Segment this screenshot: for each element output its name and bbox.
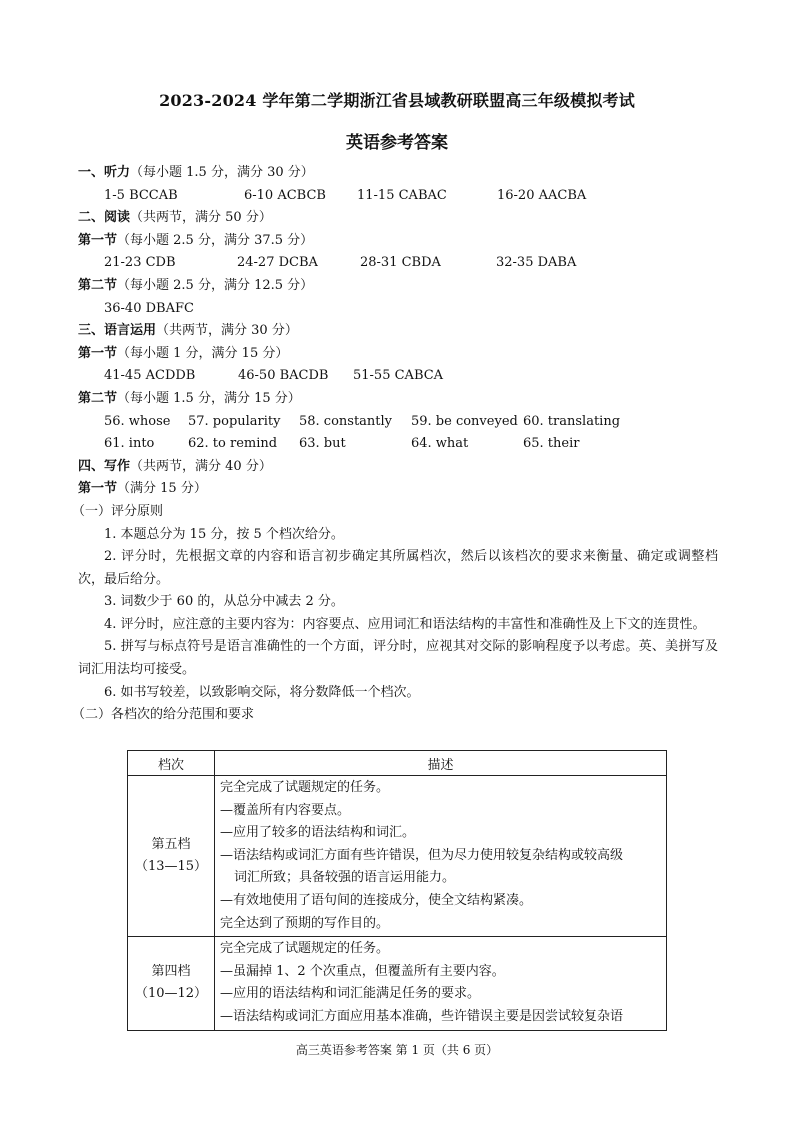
reading-part1-answers: 21-23 CDB 24-27 DCBA 28-31 CBDA 32-35 DABA xyxy=(104,255,577,271)
description-line: —应用了较多的语法结构和词汇。 xyxy=(220,825,416,841)
language-part2-row2: 61. into 62. to remind 63. but 64. what 65. their xyxy=(104,436,580,452)
table-header-description: 描述 xyxy=(215,751,667,776)
principle-6: 6. 如书写较差，以致影响交际，将分数降低一个档次。 xyxy=(104,684,420,700)
reading-part1-heading: 第一节（每小题 2.5 分，满分 37.5 分） xyxy=(78,232,314,248)
section-writing-heading: 四、写作（共两节，满分 40 分） xyxy=(78,458,272,474)
language-part2-heading: 第二节（每小题 1.5 分，满分 15 分） xyxy=(78,390,301,406)
language-part1-answers: 41-45 ACDDB 46-50 BACDB 51-55 CABCA xyxy=(104,368,444,384)
table-row xyxy=(128,937,667,1030)
level-range: （13—15） xyxy=(134,859,208,875)
table-header-row xyxy=(128,751,667,776)
answer-content xyxy=(72,162,718,727)
principle-4: 4. 评分时，应注意的主要内容为：内容要点、应用词汇和语法结构的丰富性和准确性及上下文的连贯性。 xyxy=(104,616,706,632)
description-line: 词汇所致；具备较强的语言运用能力。 xyxy=(234,870,456,886)
description-line: 完全达到了预期的写作目的。 xyxy=(220,915,390,931)
description-line: —语法结构或词汇方面有些许错误，但为尽力使用较复杂结构或较高级 xyxy=(220,847,624,863)
grading-table xyxy=(127,750,667,1031)
description-cell xyxy=(215,937,667,1030)
reading-part2-heading: 第二节（每小题 2.5 分，满分 12.5 分） xyxy=(78,277,314,293)
table-row xyxy=(128,776,667,937)
description-line: —虽漏掉 1、2 个次重点，但覆盖所有主要内容。 xyxy=(220,963,505,979)
document-subtitle: 英语参考答案 xyxy=(346,133,448,153)
level-name: 第五档 xyxy=(151,837,191,853)
section-language-heading: 三、语言运用（共两节，满分 30 分） xyxy=(78,323,298,339)
description-line: —覆盖所有内容要点。 xyxy=(220,802,351,818)
document-title: 2023-2024 学年第二学期浙江省县域教研联盟高三年级模拟考试 xyxy=(159,91,635,110)
reading-part2-answers: 36-40 DBAFC xyxy=(104,300,194,316)
principle-5: 5. 拼写与标点符号是语言准确性的一个方面，评分时，应视其对交际的影响程度予以考虑。英、美拼写及词汇用法均可接受。 xyxy=(78,639,718,678)
writing-part1-heading: 第一节（满分 15 分） xyxy=(78,481,207,497)
section-listening-heading: 一、听力（每小题 1.5 分，满分 30 分） xyxy=(78,165,314,180)
principle-1: 1. 本题总分为 15 分，按 5 个档次给分。 xyxy=(104,526,344,542)
table-header-level: 档次 xyxy=(128,751,215,776)
language-part2-row1: 56. whose 57. popularity 58. constantly 59. be conveyed 60. translating xyxy=(104,413,621,429)
page-footer: 高三英语参考答案 第 1 页（共 6 页） xyxy=(295,1043,499,1057)
principles-heading: （一）评分原则 xyxy=(72,503,164,519)
description-line: —语法结构或词汇方面应用基本准确，些许错误主要是因尝试较复杂语 xyxy=(220,1008,624,1024)
principle-3: 3. 词数少于 60 的，从总分中减去 2 分。 xyxy=(104,594,344,610)
section-reading-heading: 二、阅读（共两节，满分 50 分） xyxy=(78,210,272,226)
description-line: —有效地使用了语句间的连接成分，使全文结构紧凑。 xyxy=(220,892,533,908)
principle-2: 2. 评分时，先根据文章的内容和语言初步确定其所属档次，然后以该档次的要求来衡量、确定或调整档次，最后给分。 xyxy=(78,549,718,587)
listening-answers: 1-5 BCCAB 6-10 ACBCB 11-15 CABAC 16-20 AACBA xyxy=(104,187,587,203)
ranges-heading: （二）各档次的给分范围和要求 xyxy=(72,707,255,723)
description-cell xyxy=(215,776,667,937)
description-line: 完全完成了试题规定的任务。 xyxy=(220,780,390,795)
level-cell xyxy=(128,776,215,937)
description-line: 完全完成了试题规定的任务。 xyxy=(220,941,390,957)
level-range: （10—12） xyxy=(134,986,208,1002)
level-name: 第四档 xyxy=(151,964,191,980)
language-part1-heading: 第一节（每小题 1 分，满分 15 分） xyxy=(78,345,289,361)
level-cell xyxy=(128,937,215,1030)
description-line: —应用的语法结构和词汇能满足任务的要求。 xyxy=(220,986,481,1002)
